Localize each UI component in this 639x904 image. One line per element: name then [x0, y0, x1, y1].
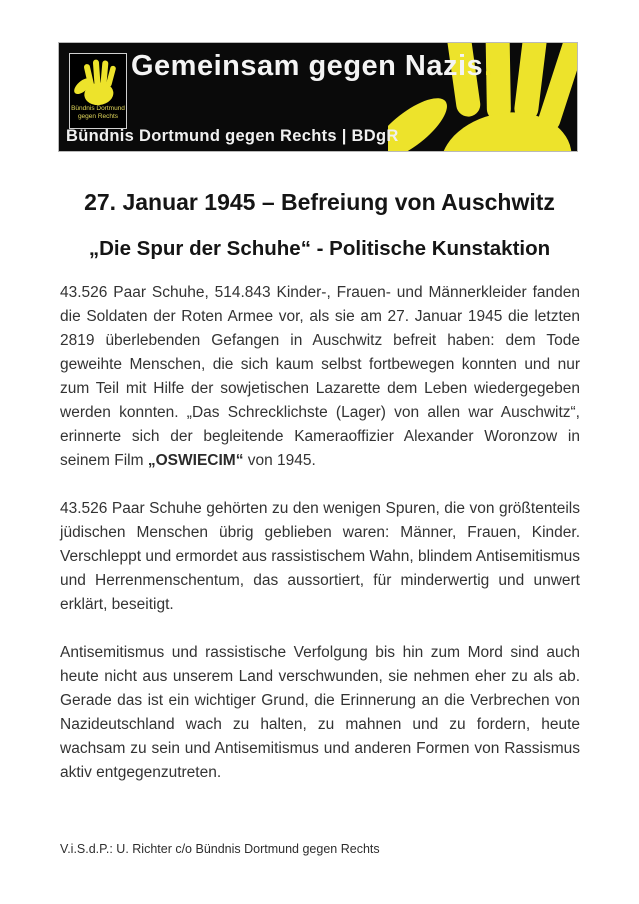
banner-title-text: Gemeinsam gegen Nazis [131, 50, 484, 82]
logo-handprint-icon [74, 57, 122, 105]
logo-caption-line1: Bündnis Dortmund [71, 105, 125, 112]
paragraph-3: Antisemitismus und rassistische Verfolgung bis hin zum Mord sind auch heute nicht aus unserem Land verschwunden, sie nehmen eher zu als ab. Gerade das ist ein wichtiger Grund, die Erinnerung an die Verbrechen von Nazideutschland wach zu halten, zu mahnen und zu fordern, heute wachsam zu sein und Antisemitismus und anderen Formen von Rassismus aktiv entgegenzutreten. [60, 644, 580, 781]
logo-caption [70, 105, 126, 121]
paragraph-1 [60, 281, 580, 473]
paragraph-1-bold-title: „OSWIECIM“ [147, 452, 244, 469]
logo-caption-line2: gegen Rechts [77, 113, 119, 120]
banner-title [131, 50, 493, 83]
banner-subtitle: Bündnis Dortmund gegen Rechts | BDgR [66, 127, 399, 145]
body-text [60, 281, 580, 785]
paragraph-1-text: 43.526 Paar Schuhe, 514.843 Kinder-, Frauen- und Männerkleider fanden die Soldaten der Roten Armee vor, als sie am 27. Januar 1945 die letzten 2819 überlebenden Gefangen in Auschwitz befreit haben: dem Tode geweihte Menschen, die sich kaum selbst fortbewegen konnten und nur zum Teil mit Hilfe der sowjetischen Lazarette dem Leben wiedergegeben werden konnten. „Das Schrecklichste (Lager) von allen war Auschwitz“, erinnerte sich der begleitende Kameraoffizier Alexander Woronzow in seinem Film [60, 284, 580, 469]
paragraph-1-tail: von 1945. [243, 452, 316, 469]
paragraph-2: 43.526 Paar Schuhe gehörten zu den wenigen Spuren, die von größtenteils jüdischen Menschen übrig geblieben waren: Männer, Frauen, Kinder. Verschleppt und ermordet aus rassistischem Wahn, blindem Antisemitismus und Herrenmenschentum, das aussortiert, für minderwertig und unwert erklärt, beseitigt. [60, 500, 580, 613]
banner-logo [69, 53, 127, 129]
imprint-footer: V.i.S.d.P.: U. Richter c/o Bündnis Dortmund gegen Rechts [60, 842, 380, 856]
page-title: 27. Januar 1945 – Befreiung von Auschwitz [84, 189, 555, 215]
page-subtitle: „Die Spur der Schuhe“ - Politische Kunstaktion [88, 237, 551, 260]
banner [58, 42, 578, 152]
banner-title-exclamation: ! [483, 50, 494, 82]
